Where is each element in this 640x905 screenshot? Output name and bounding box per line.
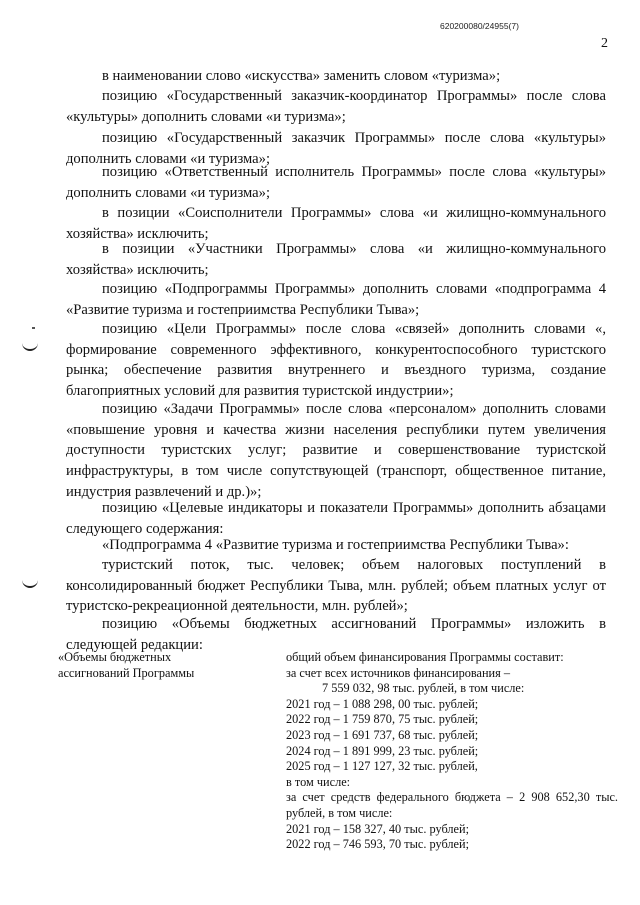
scan-mark: [32, 327, 35, 329]
amendment-paragraph: в наименовании слово «искусства» заменить словом «туризма»;: [102, 68, 501, 84]
table-left-cell: «Объемы бюджетных ассигнований Программы: [58, 650, 195, 680]
amendment-paragraph: туристский поток, тыс. человек; объем налоговых поступлений в консолидированный бюджет Республики Тыва, млн. рублей; объем платных услуг от туристско-рекреационной деятельности, млн. рублей»;: [66, 557, 606, 615]
table-right-cell: [286, 650, 618, 853]
amendment-paragraph: позицию «Ответственный исполнитель Программы» после слова «культуры» дополнить словами «и туризма»;: [66, 164, 606, 201]
table-line: 2021 год – 158 327, 40 тыс. рублей;: [286, 821, 469, 836]
amendment-paragraph: позицию «Объемы бюджетных ассигнований Программы» изложить в следующей редакции:: [66, 616, 606, 653]
table-line: 2023 год – 1 691 737, 68 тыс. рублей;: [286, 727, 479, 742]
table-line: 7 559 032, 98 тыс. рублей, в том числе:: [322, 681, 525, 696]
page-number: 2: [601, 36, 608, 51]
amendment-paragraph: в позиции «Соисполнители Программы» слова «и жилищно-коммунального хозяйства» исключить;: [66, 205, 606, 242]
amendment-paragraph: позицию «Целевые индикаторы и показатели Программы» дополнить абзацами следующего содержания:: [66, 500, 606, 537]
amendment-paragraph: позицию «Задачи Программы» после слова «персоналом» дополнить словами «повышение уровня и качества жизни населения республики путем увеличения доступности туристских услуг; развитие и совершенствование туристской инфраструктуры, в том числе сопутствующей (транспорт, общественное питание, индустрия развлечений и др.)»;: [66, 401, 606, 500]
table-line: за счет средств федерального бюджета – 2 908 652,30 тыс. рублей, в том числе:: [286, 790, 618, 820]
table-line: 2024 год – 1 891 999, 23 тыс. рублей;: [286, 743, 479, 758]
table-line: общий объем финансирования Программы составит:: [286, 650, 564, 664]
amendment-paragraph: позицию «Государственный заказчик Программы» после слова «культуры» дополнить словами «и туризма»;: [66, 130, 606, 167]
table-line: 2022 год – 746 593, 70 тыс. рублей;: [286, 837, 469, 852]
table-line: за счет всех источников финансирования –: [286, 665, 511, 680]
table-line: 2022 год – 1 759 870, 75 тыс. рублей;: [286, 712, 479, 727]
amendment-paragraph: позицию «Подпрограммы Программы» дополнить словами «подпрограмма 4 «Развитие туризма и гостеприимства Республики Тыва»;: [66, 281, 606, 318]
document-code: 620200080/24955(7): [440, 21, 519, 31]
amendment-paragraph: в позиции «Участники Программы» слова «и жилищно-коммунального хозяйства» исключить;: [66, 241, 606, 278]
table-line: 2021 год – 1 088 298, 00 тыс. рублей;: [286, 696, 479, 711]
scan-mark: [22, 341, 38, 351]
table-line: 2025 год – 1 127 127, 32 тыс. рублей,: [286, 759, 478, 774]
table-line: в том числе:: [286, 774, 351, 789]
amendment-paragraph: позицию «Цели Программы» после слова «связей» дополнить словами «, формирование современного эффективного, конкурентоспособного туристского рынка; обеспечение развития внутреннего и въездного туризма, создание благоприятных условий для развития туристской индустрии»;: [66, 321, 606, 400]
amendment-paragraph: позицию «Государственный заказчик-координатор Программы» после слова «культуры» дополнить словами «и туризма»;: [66, 88, 606, 125]
scan-mark: [22, 578, 38, 588]
amendment-paragraph: «Подпрограмма 4 «Развитие туризма и гостеприимства Республики Тыва»:: [102, 537, 569, 553]
